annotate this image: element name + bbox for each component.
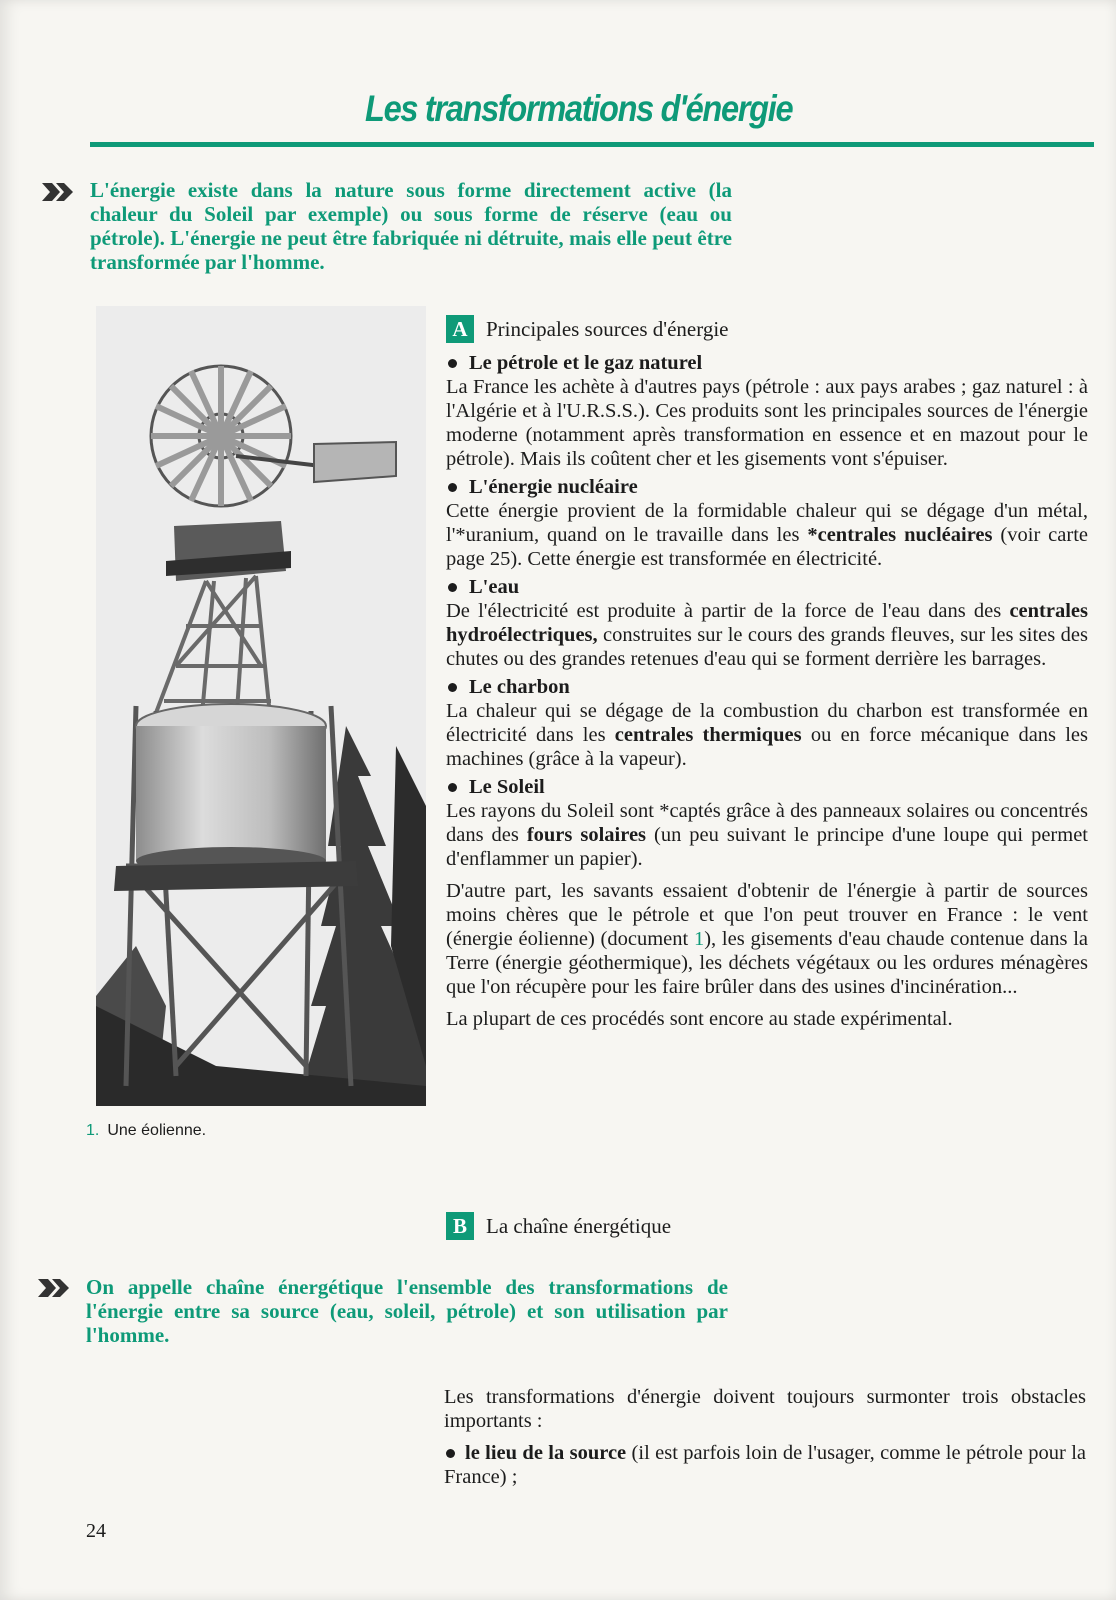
paragraph-other-sources: D'autre part, les savants essaient d'obtenir de l'énergie à partir de sources moins chères que le pétrole et que l'on peut trouver en France : le vent (énergie éolienne) (document 1), les gisements d'eau chaude contenue dans la Terre (énergie géothermique), les déchets végétaux ou les ordures ménagères que l'on récupère pour les faire brûler dans des usines d'incinération... (446, 880, 1088, 998)
paragraph-petrole: La France les achète à d'autres pays (pétrole : aux pays arabes ; gaz naturel : à l'Algérie et à l'U.R.S.S.). Ces produits sont les principales sources de l'énergie moderne (notamment après transformation en essence et en mazout pour le pétrole). Mais ils coûtent cher et les gisements vont s'épuiser. (446, 376, 1088, 470)
double-chevron-arrow-icon (36, 1277, 72, 1299)
paragraph-charbon: La chaleur qui se dégage de la combustion du charbon est transformée en électricité dans les centrales thermiques ou en force mécanique dans les machines (grâce à la vapeur). (446, 700, 1089, 770)
bullet-heading-eau: L'eau (446, 575, 1088, 599)
paragraph-eau: De l'électricité est produite à partir de la force de l'eau dans des centrales hydroélectriques, construites sur le cours des grands fleuves, sur les sites des chutes ou des grandes retenues d'eau qui se forment derrière les barrages. (446, 600, 1088, 670)
figure-caption-text: Une éolienne. (107, 1122, 207, 1139)
key-statement-energy: L'énergie existe dans la nature sous forme directement active (la chaleur du Soleil par exemple) ou sous forme de réserve (eau ou pétrole). L'énergie ne peut être fabriquée ni détruite, mais elle peut être transformée par l'homme. (90, 178, 732, 274)
section-letter-a: A (446, 315, 474, 343)
bullet-dot-icon (448, 359, 457, 368)
section-a (446, 315, 1088, 1031)
page-title: Les transformations d'énergie (365, 88, 793, 129)
section-letter-b: B (446, 1212, 474, 1240)
paragraph-nucleaire: Cette énergie provient de la formidable chaleur qui se dégage d'un métal, l'*uranium, quand on le travaille dans les *centrales nucléaires (voir carte page 25). Cette énergie est transformée en électricité. (446, 500, 1089, 570)
section-a-heading (446, 315, 1088, 343)
section-a-title: Principales sources d'énergie (486, 317, 729, 341)
bullet-dot-icon (448, 583, 457, 592)
paragraph-soleil: Les rayons du Soleil sont *captés grâce à des panneaux solaires ou concentrés dans des fours solaires (un peu suivant le principe d'une loupe qui permet d'enflammer un papier). (446, 800, 1088, 870)
bullet-heading-nucleaire: L'énergie nucléaire (446, 475, 1088, 499)
bullet-heading-charbon: Le charbon (446, 675, 1088, 699)
key-statement-chain: On appelle chaîne énergétique l'ensemble des transformations de l'énergie entre sa source (eau, soleil, pétrole) et son utilisation par l'homme. (86, 1275, 728, 1347)
figure-number: 1. (86, 1122, 100, 1139)
section-b-heading (446, 1212, 1088, 1240)
double-chevron-arrow-icon (40, 181, 76, 203)
page-number: 24 (86, 1520, 106, 1542)
section-b-body (444, 1385, 1086, 1489)
section-b-title: La chaîne énergétique (486, 1214, 672, 1238)
figure-caption (86, 1122, 206, 1140)
bullet-dot-icon (446, 1449, 455, 1458)
section-b (446, 1212, 1088, 1240)
bullet-heading-petrole: Le pétrole et le gaz naturel (446, 351, 1088, 375)
title-rule (90, 142, 1094, 147)
document-reference-link[interactable]: 1 (693, 928, 705, 950)
bullet-dot-icon (448, 783, 457, 792)
paragraph-obstacles: Les transformations d'énergie doivent toujours surmonter trois obstacles importants : (444, 1386, 1086, 1432)
bullet-heading-soleil: Le Soleil (446, 775, 1088, 799)
bullet-dot-icon (448, 683, 457, 692)
wind-pump-photo (96, 306, 426, 1106)
bullet-dot-icon (448, 483, 457, 492)
paragraph-obstacle-1: le lieu de la source (il est parfois loin de l'usager, comme le pétrole pour la France) ; (444, 1442, 1086, 1488)
paragraph-conclusion: La plupart de ces procédés sont encore au stade expérimental. (446, 1008, 953, 1030)
